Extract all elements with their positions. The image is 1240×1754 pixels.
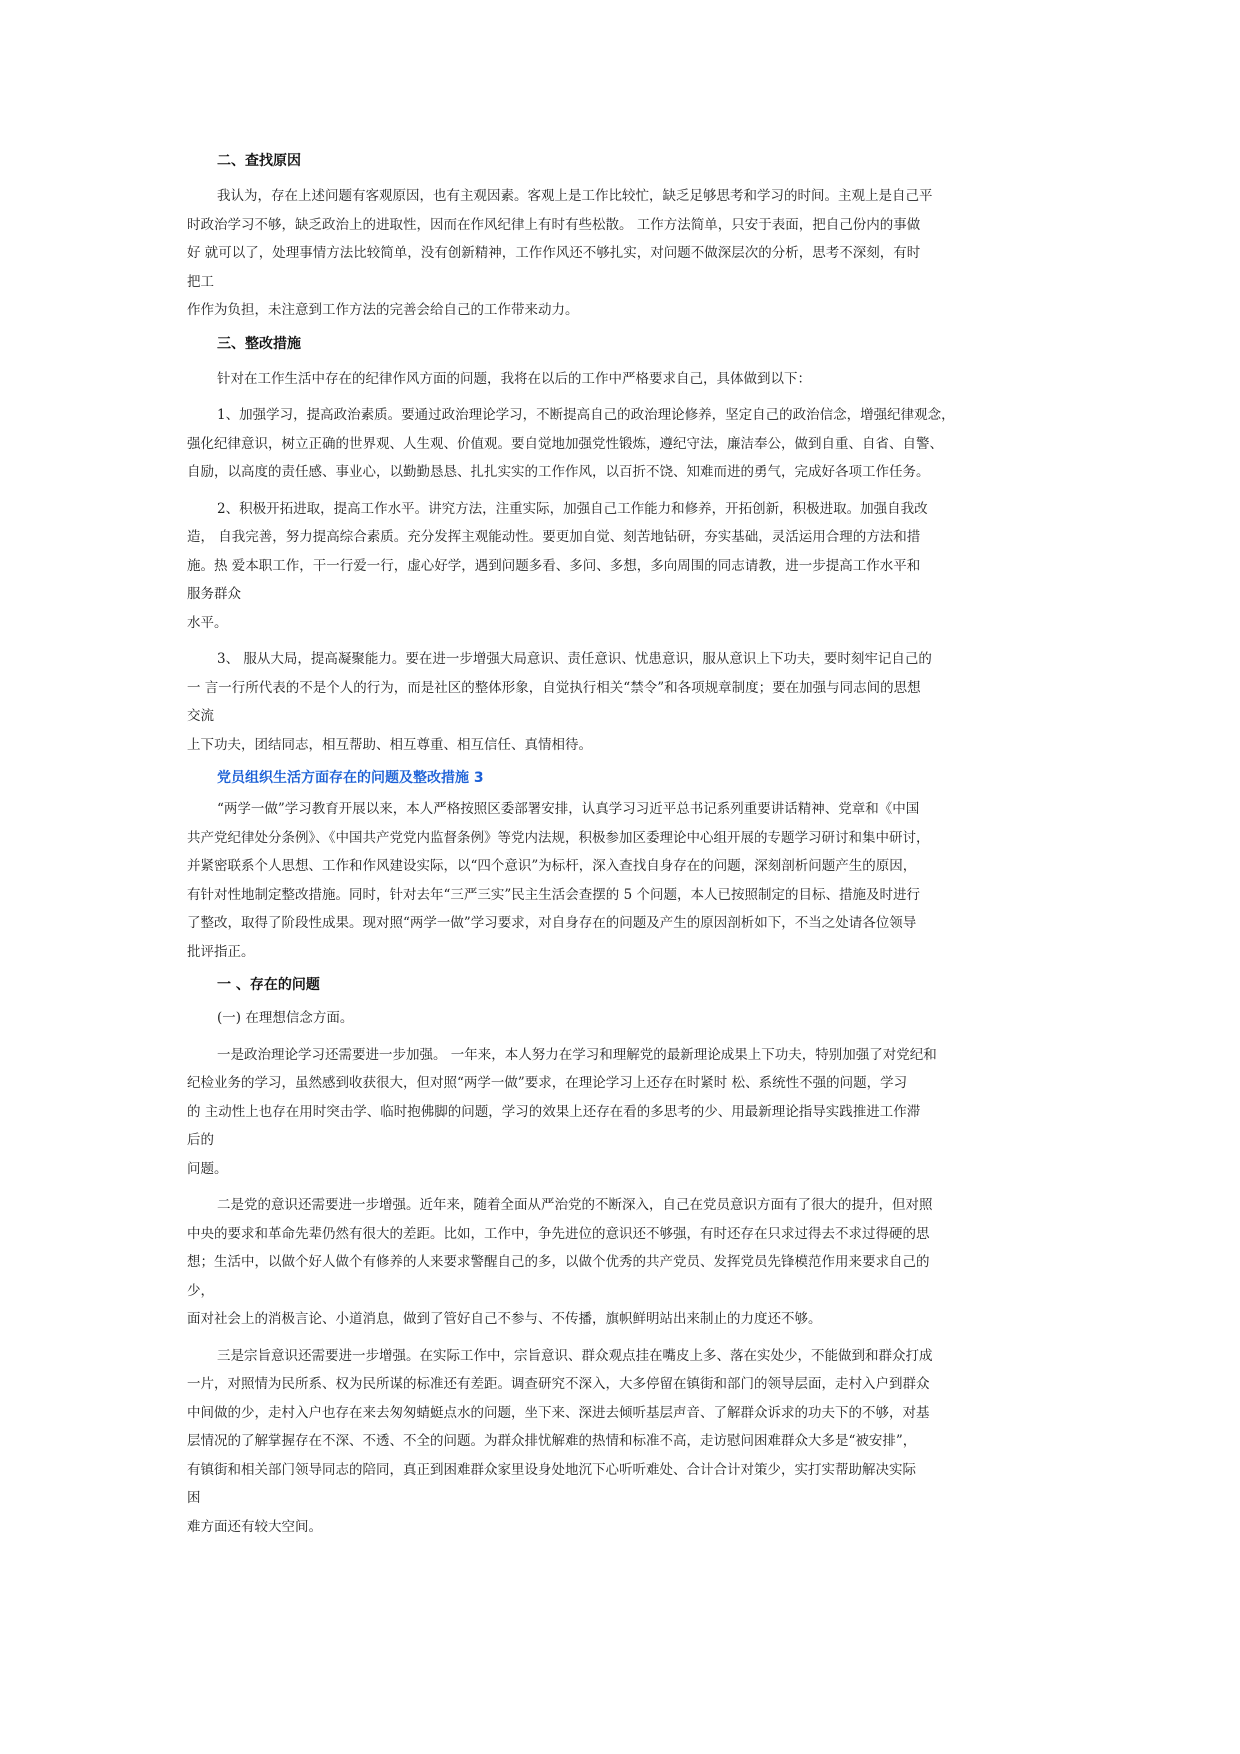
text-line: 1、加强学习，提高政治素质。要通过政治理论学习，不断提高自己的政治理论修养，坚定自己的政治信念，增强纪律观念， — [217, 407, 955, 423]
text-line: 一 言一行所代表的不是个人的行为，而是社区的整体形象，自觉执行相关“禁令”和各项规章制度；要在加强与同志间的思想 — [187, 679, 921, 696]
text-line: 交流 — [187, 708, 214, 724]
paragraph-measure-2 — [187, 495, 1057, 638]
paragraph-article-intro — [187, 795, 1057, 966]
paragraph-intro — [187, 365, 1057, 394]
text-line: 有镇街和相关部门领导同志的陪同，真正到困难群众家里设身处地沉下心听听难处、合计合计对策少，实打实帮助解决实际 — [187, 1461, 916, 1478]
text-line: 针对在工作生活中存在的纪律作风方面的问题，我将在以后的工作中严格要求自己，具体做到以下： — [217, 370, 811, 387]
text-line: 面对社会上的消极言论、小道消息，做到了管好自己不参与、不传播，旗帜鲜明站出来制止的力度还不够。 — [187, 1311, 822, 1327]
text-line: 的 主动性上也存在用时突击学、临时抱佛脚的问题，学习的效果上还存在看的多思考的少、用最新理论指导实践推进工作滞 — [187, 1103, 921, 1120]
text-line: 了整改，取得了阶段性成果。现对照“两学一做”学习要求，对自身存在的问题及产生的原因剖析如下，不当之处请各位领导 — [187, 915, 917, 931]
text-line: 中间做的少，走村入户也存在来去匆匆蜻蜓点水的问题，坐下来、深进去倾听基层声音、了解群众诉求的功夫下的不够，对基 — [187, 1404, 930, 1421]
text-line: “两学一做”学习教育开展以来，本人严格按照区委部署安排，认真学习习近平总书记系列重要讲话精神、党章和《中国 — [217, 801, 920, 817]
text-line: 少， — [187, 1282, 214, 1299]
text-line: 三是宗旨意识还需要进一步增强。在实际工作中，宗旨意识、群众观点挂在嘴皮上多、落在实处少，不能做到和群众打成 — [217, 1347, 933, 1364]
text-line: 自励，以高度的责任感、事业心，以勤勤恳恳、扎扎实实的工作作风，以百折不饶、知难而进的勇气，完成好各项工作任务。 — [187, 464, 930, 480]
text-line: 作作为负担，未注意到工作方法的完善会给自己的工作带来动力。 — [187, 302, 579, 318]
text-line: 好 就可以了，处理事情方法比较简单，没有创新精神，工作作风还不够扎实，对问题不做深层次的分析，思考不深刻，有时 — [187, 245, 921, 261]
paragraph-problem-2 — [187, 1191, 1057, 1334]
text-line: 问题。 — [187, 1160, 228, 1177]
text-line: 3、 服从大局，提高凝聚能力。要在进一步增强大局意识、责任意识、忧患意识，服从意识上下功夫，要时刻牢记自己的 — [217, 651, 932, 667]
document-page — [187, 150, 1057, 1541]
text-line: 强化纪律意识，树立正确的世界观、人生观、价值观。要自觉地加强党性锻炼，遵纪守法，廉洁奉公，做到自重、自省、自警、 — [187, 435, 943, 452]
paragraph-problem-3 — [187, 1342, 1057, 1542]
section-heading-problems: 一 、存在的问题 — [217, 977, 320, 993]
article-title-link[interactable]: 党员组织生活方面存在的问题及整改措施 3 — [217, 770, 484, 786]
text-line: 批评指正。 — [187, 943, 255, 960]
text-line: 施。热 爱本职工作，干一行爱一行，虚心好学，遇到问题多看、多问、多想，多向周围的同志请教，进一步提高工作水平和 — [187, 557, 921, 574]
text-line: 纪检业务的学习，虽然感到收获很大，但对照“两学一做”要求，在理论学习上还存在时紧时 松、系统性不强的问题，学习 — [187, 1075, 908, 1091]
text-line: 时政治学习不够，缺乏政治上的进取性，因而在作风纪律上有时有些松散。 工作方法简单，只安于表面，把自己份内的事做 — [187, 216, 921, 233]
paragraph-measure-1 — [187, 401, 1057, 487]
text-line: 一片，对照情为民所系、权为民所谋的标准还有差距。调查研究不深入，大多停留在镇街和部门的领导层面，走村入户到群众 — [187, 1376, 930, 1392]
text-line: 中央的要求和革命先辈仍然有很大的差距。比如，工作中，争先进位的意识还不够强，有时还存在只求过得去不求过得硬的思 — [187, 1225, 930, 1242]
paragraph-causes — [187, 182, 1057, 325]
text-line: 并紧密联系个人思想、工作和作风建设实际，以“四个意识”为标杆，深入查找自身存在的问题，深刻剖析问题产生的原因， — [187, 858, 917, 874]
text-line: 二是党的意识还需要进一步增强。近年来，随着全面从严治党的不断深入，自己在党员意识方面有了很大的提升，但对照 — [217, 1197, 933, 1213]
text-line: 2、积极开拓进取，提高工作水平。讲究方法，注重实际，加强自己工作能力和修养，开拓创新，积极进取。加强自我改 — [217, 500, 928, 517]
section-heading-measures: 三、整改措施 — [217, 335, 301, 352]
paragraph-measure-3 — [187, 645, 1057, 759]
text-line: 服务群众 — [187, 586, 241, 602]
text-line: 想；生活中，以做个好人做个有修养的人来要求警醒自己的多，以做个优秀的共产党员、发挥党员先锋模范作用来要求自己的 — [187, 1254, 930, 1270]
paragraph-subheading — [187, 1004, 1057, 1033]
text-line: 有针对性地制定整改措施。同时，针对去年“三严三实”民主生活会查摆的 5 个问题，本人已按照制定的目标、措施及时进行 — [187, 886, 920, 903]
text-line: 共产党纪律处分条例》、《中国共产党党内监督条例》等党内法规，积极参加区委理论中心组开展的专题学习研讨和集中研讨， — [187, 829, 930, 846]
text-line: 困 — [187, 1490, 201, 1506]
text-line: (一) 在理想信念方面。 — [217, 1010, 354, 1026]
paragraph-problem-1 — [187, 1041, 1057, 1184]
text-line: 造， 自我完善，努力提高综合素质。充分发挥主观能动性。要更加自觉、刻苦地钻研，夯实基础，灵活运用合理的方法和措 — [187, 529, 921, 545]
text-line: 我认为，存在上述问题有客观原因，也有主观因素。客观上是工作比较忙，缺乏足够思考和学习的时间。主观上是自己平 — [217, 188, 933, 204]
text-line: 后的 — [187, 1132, 214, 1148]
text-line: 层情况的了解掌握存在不深、不透、不全的问题。为群众排忧解难的热情和标准不高，走访慰问困难群众大多是“被安排”， — [187, 1433, 917, 1449]
text-line: 难方面还有较大空间。 — [187, 1518, 322, 1535]
text-line: 上下功夫，团结同志，相互帮助、相互尊重、相互信任、真情相待。 — [187, 736, 592, 753]
text-line: 把工 — [187, 273, 214, 290]
text-line: 水平。 — [187, 614, 228, 631]
text-line: 一是政治理论学习还需要进一步加强。 一年来，本人努力在学习和理解党的最新理论成果上下功夫，特别加强了对党纪和 — [217, 1046, 937, 1063]
section-heading-causes: 二、查找原因 — [217, 153, 301, 169]
